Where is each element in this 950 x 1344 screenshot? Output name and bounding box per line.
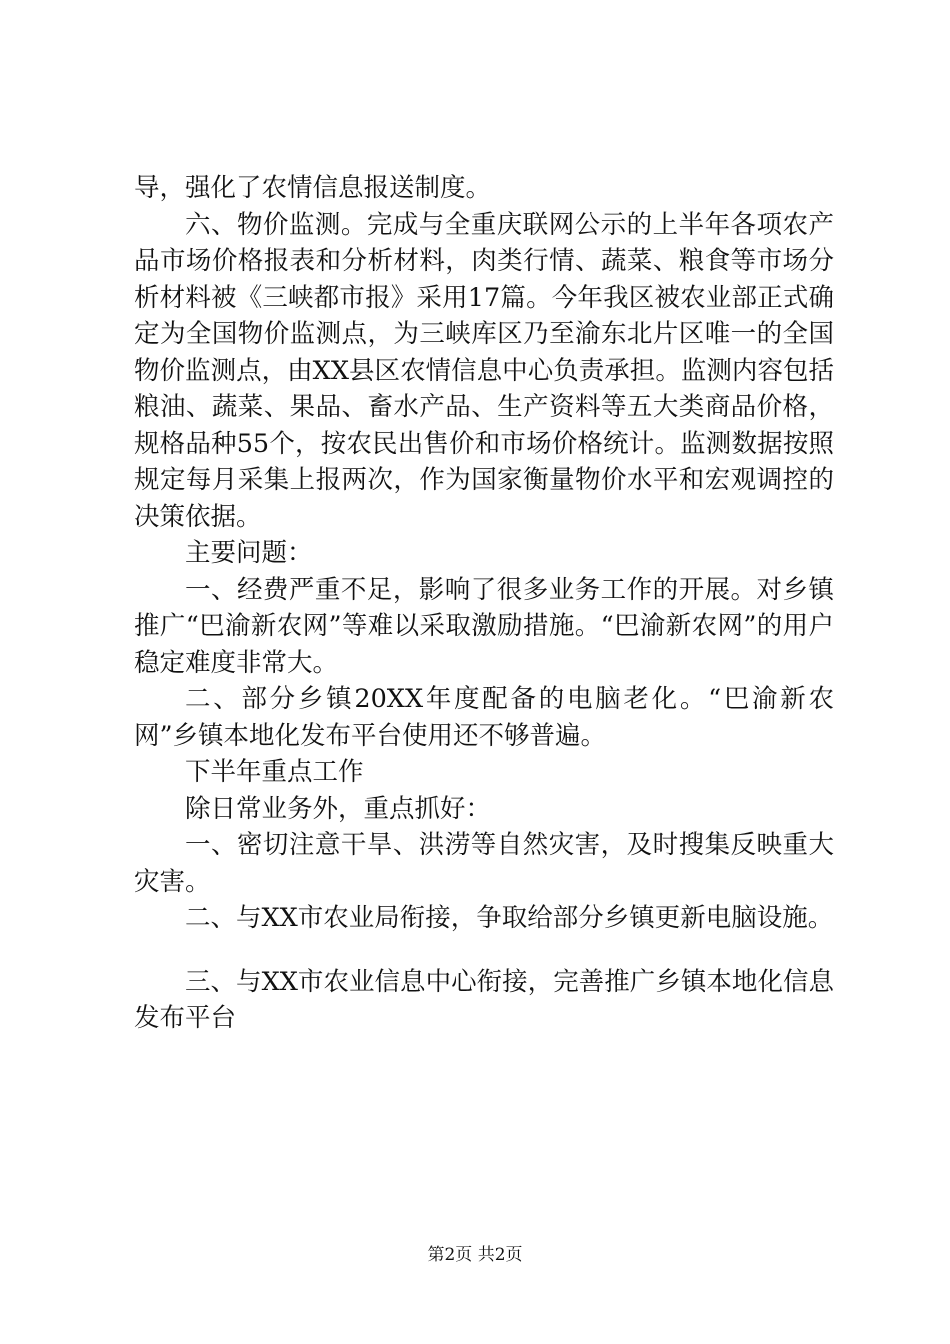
page-number-footer: 第2页 共2页 xyxy=(427,1245,523,1265)
paragraph-focus-intro: 除日常业务外，重点抓好： xyxy=(185,793,492,824)
paragraph-task-3: 三、与XX市农业信息中心衔接，完善推广乡镇本地化信息发布平台 xyxy=(134,966,834,1033)
document-body xyxy=(134,170,834,1037)
paragraph-continuation: 导，强化了农情信息报送制度。 xyxy=(134,173,492,203)
paragraph-problem-1: 一、经费严重不足，影响了很多业务工作的开展。对乡镇推广“巴渝新农网”等难以采取激励措施。“巴渝新农网”的用户稳定难度非常大。 xyxy=(134,574,834,678)
heading-second-half-work: 下半年重点工作 xyxy=(185,757,364,787)
paragraph-price-monitoring: 六、物价监测。完成与全重庆联网公示的上半年各项农产品市场价格报表和分析材料，肉类行情、蔬菜、粮食等市场分析材料被《三峡都市报》采用17篇。今年我区被农业部正式确定为全国物价监测点，为三峡库区乃至渝东北片区唯一的全国物价监测点，由XX县区农情信息中心负责承担。监测内容包括粮油、蔬菜、果品、畜水产品、生产资料等五大类商品价格，规格品种55个，按农民出售价和市场价格统计。监测数据按照规定每月采集上报两次，作为国家衡量物价水平和宏观调控的决策依据。 xyxy=(134,209,834,532)
paragraph-task-1: 一、密切注意干旱、洪涝等自然灾害，及时搜集反映重大灾害。 xyxy=(134,830,834,897)
paragraph-problem-2: 二、部分乡镇20XX年度配备的电脑老化。“巴渝新农网”乡镇本地化发布平台使用还不够普遍。 xyxy=(134,684,834,751)
heading-main-problems: 主要问题： xyxy=(185,538,313,568)
paragraph-task-2: 二、与XX市农业局衔接，争取给部分乡镇更新电脑设施。 xyxy=(185,903,834,933)
